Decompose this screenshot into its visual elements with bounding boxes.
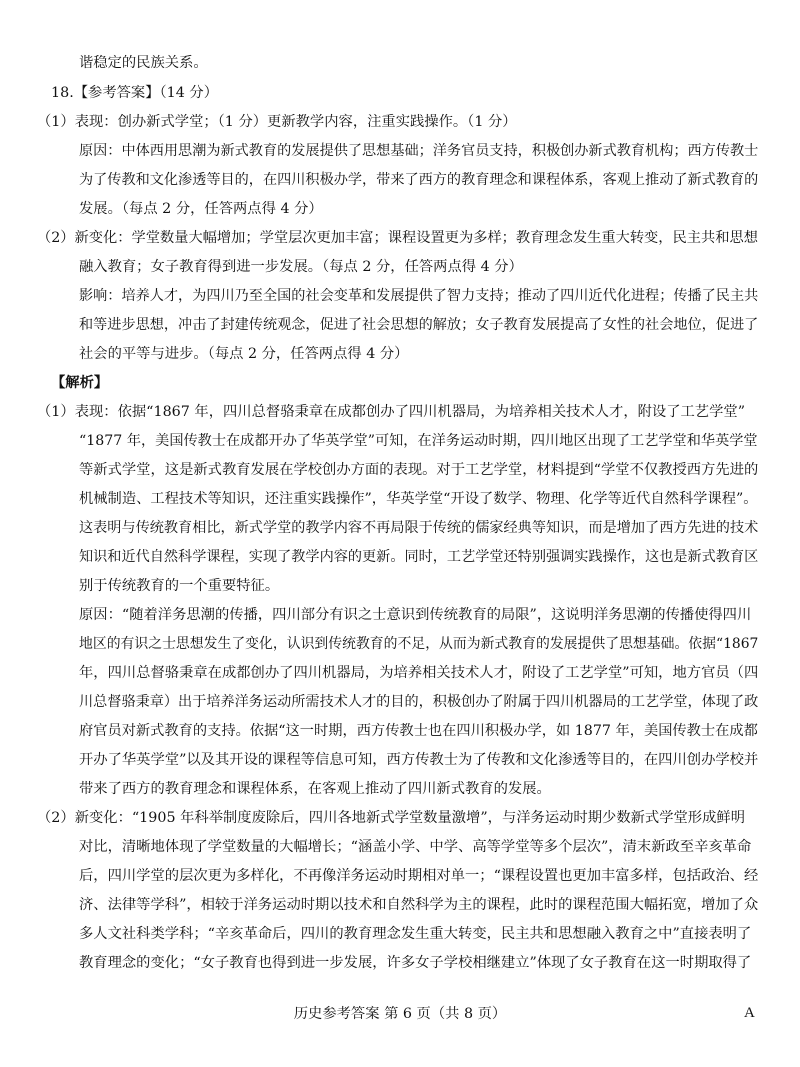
text-line: 影响：培养人才，为四川乃至全国的社会变革和发展提供了智力支持；推动了四川近代化进程；传播了民主共 xyxy=(79,288,759,304)
text-line: 发展。（每点 2 分，任答两点得 4 分） xyxy=(79,201,323,217)
text-line: 为了传教和文化渗透等目的，在四川积极办学，带来了西方的教育理念和课程体系，客观上推动了新式教育的 xyxy=(79,172,759,188)
text-line: 年，四川总督骆秉章在成都创办了四川机器局，为培养相关技术人才，附设了工艺学堂”可知，地方官员（四 xyxy=(79,665,759,681)
text-line: （1）表现：创办新式学堂；（1 分）更新教学内容，注重实践操作。（1 分） xyxy=(37,114,517,130)
text-line: 机械制造、工程技术等知识，还注重实践操作”，华英学堂“开设了数学、物理、化学等近代自然科学课程”。 xyxy=(79,491,758,507)
text-line: 原因：中体西用思潮为新式教育的发展提供了思想基础；洋务官员支持，积极创办新式教育机构；西方传教士 xyxy=(79,143,759,159)
text-line: 府官员对新式教育的支持。依据“这一时期，西方传教士也在四川积极办学，如 1877 年，美国传教士在成都 xyxy=(79,723,758,739)
text-line: 这表明与传统教育相比，新式学堂的教学内容不再局限于传统的儒家经典等知识，而是增加了西方先进的技术 xyxy=(79,520,759,536)
text-line: 开办了华英学堂”以及其开设的课程等信息可知，西方传教士为了传教和文化渗透等目的，在四川创办学校并 xyxy=(79,752,759,768)
analysis-heading: 【解析】 xyxy=(51,375,109,391)
text-line: 社会的平等与进步。（每点 2 分，任答两点得 4 分） xyxy=(79,346,409,362)
page-footer: 历史参考答案 第 6 页（共 8 页） xyxy=(293,1006,507,1022)
text-line: 融入教育；女子教育得到进一步发展。（每点 2 分，任答两点得 4 分） xyxy=(79,259,523,275)
text-line: 川总督骆秉章）出于培养洋务运动所需技术人才的目的，积极创办了附属于四川机器局的工艺学堂，体现了政 xyxy=(79,694,759,710)
question-heading: 18.【参考答案】（14 分） xyxy=(51,85,218,101)
text-line: 地区的有识之士思想发生了变化，认识到传统教育的不足，从而为新式教育的发展提供了思想基础。依据“1867 xyxy=(79,636,759,652)
text-line: 谐稳定的民族关系。 xyxy=(79,55,208,71)
text-line: （2）新变化：“1905 年科举制度废除后，四川各地新式学堂数量激增”，与洋务运动时期少数新式学堂形成鲜明 xyxy=(37,810,745,826)
text-line: 别于传统教育的一个重要特征。 xyxy=(79,578,280,594)
text-line: 等新式学堂，这是新式教育发展在学校创办方面的表现。对于工艺学堂，材料提到“学堂不仅教授西方先进的 xyxy=(79,462,759,478)
text-line: 教育理念的变化；“女子教育也得到进一步发展，许多女子学校相继建立”体现了女子教育在这一时期取得了 xyxy=(79,955,752,971)
text-line: 知识和近代自然科学课程，实现了教学内容的更新。同时，工艺学堂还特别强调实践操作，这也是新式教育区 xyxy=(79,549,759,565)
version-label: A xyxy=(744,1005,755,1021)
text-line: 后，四川学堂的层次更为多样化，不再像洋务运动时期相对单一；“课程设置也更加丰富多样，包括政治、经 xyxy=(79,868,759,884)
text-line: 带来了西方的教育理念和课程体系，在客观上推动了四川新式教育的发展。 xyxy=(79,781,551,797)
text-line: “1877 年，美国传教士在成都开办了华英学堂”可知，在洋务运动时期，四川地区出现了工艺学堂和华英学堂 xyxy=(79,433,758,449)
text-line: 和等进步思想，冲击了封建传统观念，促进了社会思想的解放；女子教育发展提高了女性的社会地位，促进了 xyxy=(79,317,759,333)
text-line: 济、法律等学科”，相较于洋务运动时期以技术和自然科学为主的课程，此时的课程范围大幅拓宽，增加了众 xyxy=(79,897,759,913)
text-line: 原因：“随着洋务思潮的传播，四川部分有识之士意识到传统教育的局限”，这说明洋务思潮的传播使得四川 xyxy=(79,607,752,623)
text-line: （2）新变化：学堂数量大幅增加；学堂层次更加丰富；课程设置更为多样；教育理念发生重大转变，民主共和思想 xyxy=(37,230,758,246)
text-line: （1）表现：依据“1867 年，四川总督骆秉章在成都创办了四川机器局，为培养相关技术人才，附设了工艺学堂” xyxy=(37,404,745,420)
text-line: 多人文社科类学科；“辛亥革命后，四川的教育理念发生重大转变，民主共和思想融入教育之中”直接表明了 xyxy=(79,926,752,942)
text-line: 对比，清晰地体现了学堂数量的大幅增长；“涵盖小学、中学、高等学堂等多个层次”，清末新政至辛亥革命 xyxy=(79,839,752,855)
